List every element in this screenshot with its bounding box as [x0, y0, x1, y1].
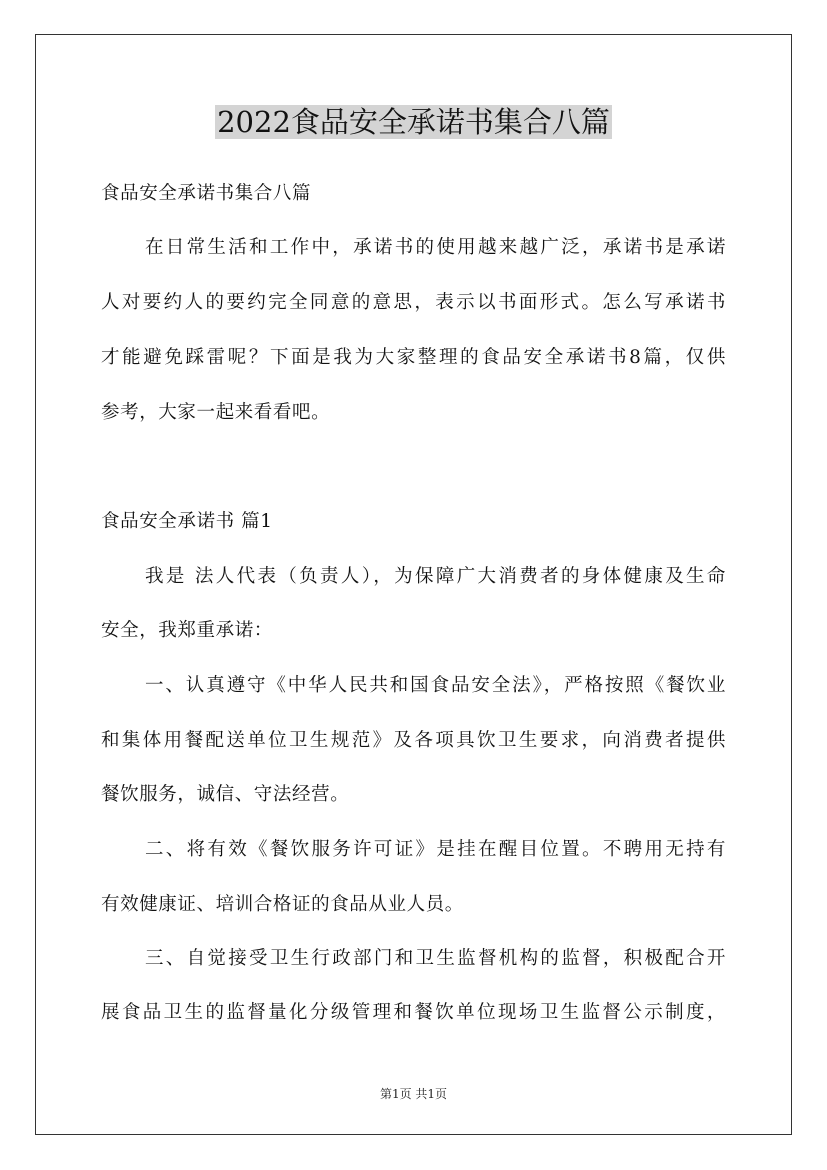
commitment-2-line: 二、将有效《餐饮服务许可证》是挂在醒目位置。不聘用无持有 [145, 839, 726, 860]
commitment-1-line: 一、认真遵守《中华人民共和国食品安全法》，严格按照《餐饮业 [145, 675, 726, 696]
document-title [0, 100, 827, 144]
intro-paragraph-line: 参考，大家一起来看看吧。 [101, 402, 331, 423]
section-heading-part-1: 食品安全承诺书 篇1 [101, 511, 273, 532]
commitment-2-line: 有效健康证、培训合格证的食品从业人员。 [101, 894, 464, 915]
commitment-3-line: 三、自觉接受卫生行政部门和卫生监督机构的监督，积极配合开 [145, 948, 726, 969]
intro-paragraph-line: 在日常生活和工作中，承诺书的使用越来越广泛，承诺书是承诺 [145, 237, 726, 258]
commitment-1-line: 和集体用餐配送单位卫生规范》及各项具饮卫生要求，向消费者提供 [101, 730, 726, 751]
intro-paragraph-line: 人对要约人的要约完全同意的意思，表示以书面形式。怎么写承诺书 [101, 292, 726, 313]
commitment-1-line: 餐饮服务，诚信、守法经营。 [101, 784, 350, 805]
intro-paragraph-line: 才能避免踩雷呢？下面是我为大家整理的食品安全承诺书8篇，仅供 [101, 347, 726, 368]
body-paragraph-line: 安全，我郑重承诺： [101, 620, 273, 641]
section-heading-collection: 食品安全承诺书集合八篇 [101, 183, 312, 204]
body-paragraph-line: 我是 法人代表（负责人），为保障广大消费者的身体健康及生命 [145, 566, 726, 587]
page-footer: 第1页 共1页 [379, 1087, 448, 1101]
document-title-text: 2022食品安全承诺书集合八篇 [217, 105, 610, 139]
commitment-3-line: 展食品卫生的监督量化分级管理和餐饮单位现场卫生监督公示制度， [101, 1002, 726, 1023]
